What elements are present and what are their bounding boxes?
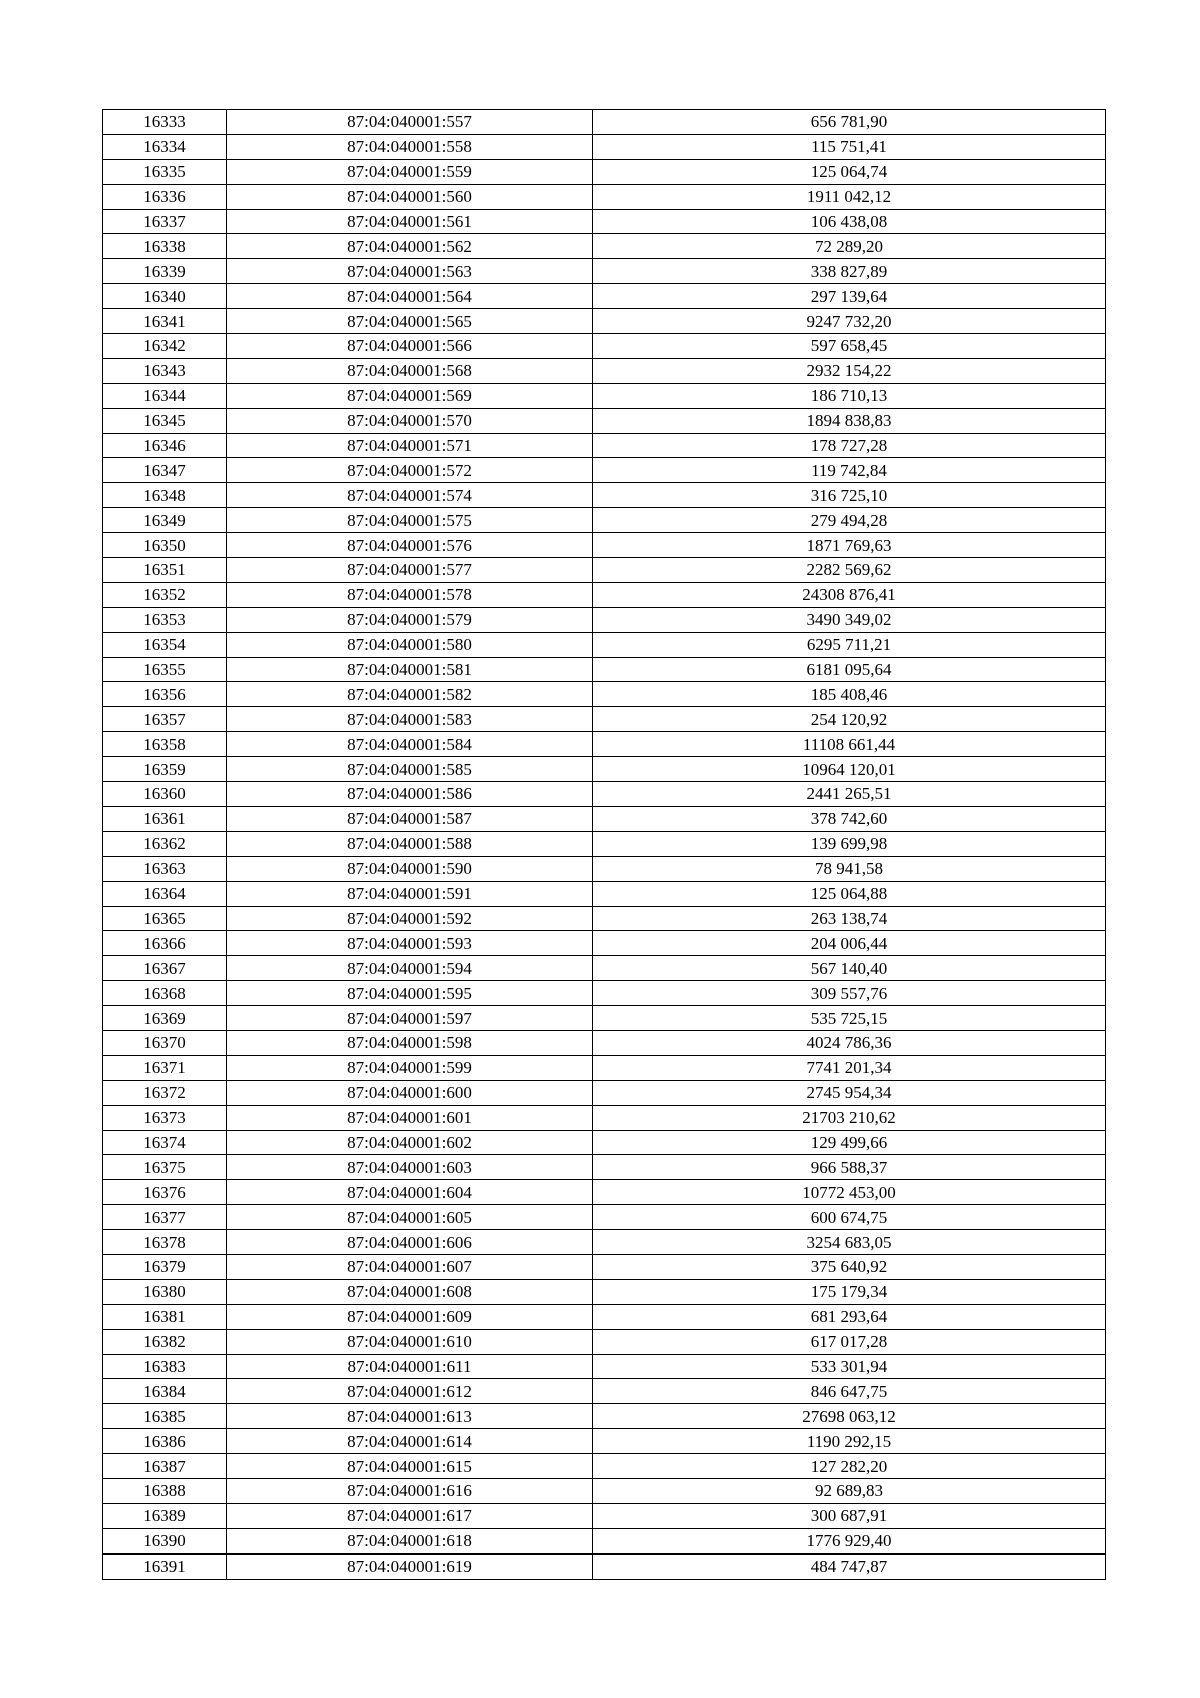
row-number-cell: 16344 [103, 383, 227, 408]
cadastral-value-cell: 1776 929,40 [593, 1528, 1106, 1553]
table-row [103, 931, 1106, 956]
table-row [103, 234, 1106, 259]
row-number-cell: 16389 [103, 1503, 227, 1528]
cadastral-number-cell: 87:04:040001:617 [227, 1503, 593, 1528]
table-row [103, 1105, 1106, 1130]
cadastral-value-cell: 254 120,92 [593, 707, 1106, 732]
cadastral-number-cell: 87:04:040001:572 [227, 458, 593, 483]
table-row [103, 831, 1106, 856]
cadastral-value-cell: 966 588,37 [593, 1155, 1106, 1180]
table-row [103, 757, 1106, 782]
cadastral-value-cell: 535 725,15 [593, 1006, 1106, 1031]
cadastral-value-cell: 1894 838,83 [593, 408, 1106, 433]
cadastral-value-cell: 279 494,28 [593, 508, 1106, 533]
cadastral-value-cell: 1911 042,12 [593, 184, 1106, 209]
cadastral-number-cell: 87:04:040001:598 [227, 1030, 593, 1055]
cadastral-value-cell: 125 064,74 [593, 159, 1106, 184]
row-number-cell: 16376 [103, 1180, 227, 1205]
cadastral-value-cell: 263 138,74 [593, 906, 1106, 931]
cadastral-number-cell: 87:04:040001:578 [227, 582, 593, 607]
table-row [103, 682, 1106, 707]
cadastral-value-cell: 178 727,28 [593, 433, 1106, 458]
table-row [103, 657, 1106, 682]
cadastral-number-cell: 87:04:040001:564 [227, 284, 593, 309]
cadastral-value-cell: 597 658,45 [593, 334, 1106, 359]
cadastral-number-cell: 87:04:040001:581 [227, 657, 593, 682]
cadastral-value-cell: 92 689,83 [593, 1478, 1106, 1503]
table-row [103, 1006, 1106, 1031]
table-row [103, 1354, 1106, 1379]
row-number-cell: 16361 [103, 806, 227, 831]
row-number-cell: 16352 [103, 582, 227, 607]
cadastral-number-cell: 87:04:040001:561 [227, 209, 593, 234]
row-number-cell: 16340 [103, 284, 227, 309]
cadastral-number-cell: 87:04:040001:577 [227, 558, 593, 583]
row-number-cell: 16366 [103, 931, 227, 956]
cadastral-number-cell: 87:04:040001:563 [227, 259, 593, 284]
row-number-cell: 16348 [103, 483, 227, 508]
table-body [103, 110, 1106, 1580]
row-number-cell: 16341 [103, 309, 227, 334]
cadastral-number-cell: 87:04:040001:586 [227, 782, 593, 807]
table-row [103, 358, 1106, 383]
table-row [103, 956, 1106, 981]
cadastral-value-cell: 10964 120,01 [593, 757, 1106, 782]
row-number-cell: 16347 [103, 458, 227, 483]
table-row [103, 1429, 1106, 1454]
row-number-cell: 16388 [103, 1478, 227, 1503]
cadastral-number-cell: 87:04:040001:612 [227, 1379, 593, 1404]
cadastral-value-cell: 11108 661,44 [593, 732, 1106, 757]
table-row [103, 856, 1106, 881]
cadastral-number-cell: 87:04:040001:593 [227, 931, 593, 956]
cadastral-value-cell: 600 674,75 [593, 1205, 1106, 1230]
row-number-cell: 16354 [103, 632, 227, 657]
row-number-cell: 16391 [103, 1554, 227, 1579]
row-number-cell: 16337 [103, 209, 227, 234]
cadastral-number-cell: 87:04:040001:611 [227, 1354, 593, 1379]
row-number-cell: 16339 [103, 259, 227, 284]
table-row [103, 334, 1106, 359]
cadastral-value-cell: 10772 453,00 [593, 1180, 1106, 1205]
table-row [103, 1528, 1106, 1553]
table-row [103, 782, 1106, 807]
row-number-cell: 16381 [103, 1304, 227, 1329]
cadastral-number-cell: 87:04:040001:559 [227, 159, 593, 184]
table-row [103, 707, 1106, 732]
cadastral-value-cell: 127 282,20 [593, 1454, 1106, 1479]
cadastral-number-cell: 87:04:040001:580 [227, 632, 593, 657]
row-number-cell: 16351 [103, 558, 227, 583]
cadastral-number-cell: 87:04:040001:613 [227, 1404, 593, 1429]
cadastral-number-cell: 87:04:040001:616 [227, 1478, 593, 1503]
cadastral-number-cell: 87:04:040001:570 [227, 408, 593, 433]
row-number-cell: 16355 [103, 657, 227, 682]
cadastral-value-cell: 375 640,92 [593, 1254, 1106, 1279]
row-number-cell: 16345 [103, 408, 227, 433]
row-number-cell: 16358 [103, 732, 227, 757]
cadastral-value-cell: 204 006,44 [593, 931, 1106, 956]
cadastral-value-cell: 175 179,34 [593, 1279, 1106, 1304]
row-number-cell: 16383 [103, 1354, 227, 1379]
row-number-cell: 16386 [103, 1429, 227, 1454]
row-number-cell: 16356 [103, 682, 227, 707]
cadastral-value-cell: 115 751,41 [593, 134, 1106, 159]
table-row [103, 1379, 1106, 1404]
row-number-cell: 16372 [103, 1080, 227, 1105]
table-row [103, 508, 1106, 533]
row-number-cell: 16336 [103, 184, 227, 209]
cadastral-number-cell: 87:04:040001:562 [227, 234, 593, 259]
row-number-cell: 16343 [103, 358, 227, 383]
cadastral-value-cell: 9247 732,20 [593, 309, 1106, 334]
table-row [103, 732, 1106, 757]
cadastral-number-cell: 87:04:040001:591 [227, 881, 593, 906]
cadastral-value-cell: 7741 201,34 [593, 1055, 1106, 1080]
row-number-cell: 16362 [103, 831, 227, 856]
cadastral-number-cell: 87:04:040001:576 [227, 533, 593, 558]
cadastral-value-cell: 1190 292,15 [593, 1429, 1106, 1454]
table-row [103, 1554, 1106, 1579]
cadastral-number-cell: 87:04:040001:557 [227, 110, 593, 135]
cadastral-number-cell: 87:04:040001:595 [227, 981, 593, 1006]
row-number-cell: 16385 [103, 1404, 227, 1429]
row-number-cell: 16333 [103, 110, 227, 135]
cadastral-number-cell: 87:04:040001:560 [227, 184, 593, 209]
row-number-cell: 16373 [103, 1105, 227, 1130]
row-number-cell: 16367 [103, 956, 227, 981]
row-number-cell: 16378 [103, 1230, 227, 1255]
cadastral-value-cell: 4024 786,36 [593, 1030, 1106, 1055]
row-number-cell: 16353 [103, 607, 227, 632]
row-number-cell: 16379 [103, 1254, 227, 1279]
table-row [103, 433, 1106, 458]
cadastral-value-cell: 185 408,46 [593, 682, 1106, 707]
cadastral-number-cell: 87:04:040001:597 [227, 1006, 593, 1031]
cadastral-number-cell: 87:04:040001:601 [227, 1105, 593, 1130]
cadastral-number-cell: 87:04:040001:582 [227, 682, 593, 707]
cadastral-value-cell: 338 827,89 [593, 259, 1106, 284]
table-row [103, 483, 1106, 508]
cadastral-number-cell: 87:04:040001:569 [227, 383, 593, 408]
cadastral-number-cell: 87:04:040001:608 [227, 1279, 593, 1304]
table-row [103, 1130, 1106, 1155]
cadastral-value-cell: 129 499,66 [593, 1130, 1106, 1155]
cadastral-number-cell: 87:04:040001:605 [227, 1205, 593, 1230]
table-row [103, 981, 1106, 1006]
cadastral-number-cell: 87:04:040001:574 [227, 483, 593, 508]
row-number-cell: 16342 [103, 334, 227, 359]
row-number-cell: 16360 [103, 782, 227, 807]
table-row [103, 582, 1106, 607]
row-number-cell: 16374 [103, 1130, 227, 1155]
table-row [103, 806, 1106, 831]
row-number-cell: 16380 [103, 1279, 227, 1304]
row-number-cell: 16387 [103, 1454, 227, 1479]
cadastral-number-cell: 87:04:040001:587 [227, 806, 593, 831]
table-row [103, 1304, 1106, 1329]
row-number-cell: 16359 [103, 757, 227, 782]
table-row [103, 1055, 1106, 1080]
cadastral-value-cell: 567 140,40 [593, 956, 1106, 981]
cadastral-value-cell: 378 742,60 [593, 806, 1106, 831]
table-row [103, 209, 1106, 234]
cadastral-value-cell: 6295 711,21 [593, 632, 1106, 657]
table-row [103, 458, 1106, 483]
row-number-cell: 16334 [103, 134, 227, 159]
cadastral-number-cell: 87:04:040001:599 [227, 1055, 593, 1080]
table-row [103, 383, 1106, 408]
cadastral-number-cell: 87:04:040001:568 [227, 358, 593, 383]
cadastral-value-table [102, 109, 1106, 1580]
cadastral-value-cell: 6181 095,64 [593, 657, 1106, 682]
table-row [103, 159, 1106, 184]
cadastral-number-cell: 87:04:040001:594 [227, 956, 593, 981]
row-number-cell: 16368 [103, 981, 227, 1006]
cadastral-value-cell: 21703 210,62 [593, 1105, 1106, 1130]
row-number-cell: 16384 [103, 1379, 227, 1404]
cadastral-value-cell: 2441 265,51 [593, 782, 1106, 807]
cadastral-value-cell: 186 710,13 [593, 383, 1106, 408]
table-row [103, 184, 1106, 209]
cadastral-number-cell: 87:04:040001:614 [227, 1429, 593, 1454]
cadastral-value-cell: 484 747,87 [593, 1554, 1106, 1579]
table-row [103, 632, 1106, 657]
row-number-cell: 16363 [103, 856, 227, 881]
cadastral-number-cell: 87:04:040001:610 [227, 1329, 593, 1354]
table-row [103, 1254, 1106, 1279]
table-row [103, 881, 1106, 906]
cadastral-value-cell: 72 289,20 [593, 234, 1106, 259]
row-number-cell: 16390 [103, 1528, 227, 1553]
cadastral-number-cell: 87:04:040001:618 [227, 1528, 593, 1553]
table-row [103, 1329, 1106, 1354]
cadastral-number-cell: 87:04:040001:615 [227, 1454, 593, 1479]
row-number-cell: 16338 [103, 234, 227, 259]
cadastral-number-cell: 87:04:040001:604 [227, 1180, 593, 1205]
row-number-cell: 16346 [103, 433, 227, 458]
row-number-cell: 16350 [103, 533, 227, 558]
table-row [103, 408, 1106, 433]
row-number-cell: 16335 [103, 159, 227, 184]
row-number-cell: 16370 [103, 1030, 227, 1055]
table-row [103, 558, 1106, 583]
cadastral-value-cell: 681 293,64 [593, 1304, 1106, 1329]
table-row [103, 1180, 1106, 1205]
cadastral-value-cell: 297 139,64 [593, 284, 1106, 309]
table-row [103, 1454, 1106, 1479]
row-number-cell: 16349 [103, 508, 227, 533]
row-number-cell: 16375 [103, 1155, 227, 1180]
row-number-cell: 16365 [103, 906, 227, 931]
row-number-cell: 16382 [103, 1329, 227, 1354]
cadastral-number-cell: 87:04:040001:571 [227, 433, 593, 458]
cadastral-number-cell: 87:04:040001:588 [227, 831, 593, 856]
table-row [103, 1478, 1106, 1503]
cadastral-value-cell: 846 647,75 [593, 1379, 1106, 1404]
cadastral-number-cell: 87:04:040001:565 [227, 309, 593, 334]
cadastral-number-cell: 87:04:040001:566 [227, 334, 593, 359]
table-row [103, 259, 1106, 284]
cadastral-value-cell: 3490 349,02 [593, 607, 1106, 632]
table-row [103, 110, 1106, 135]
table-row [103, 134, 1106, 159]
table-row [103, 1230, 1106, 1255]
cadastral-number-cell: 87:04:040001:603 [227, 1155, 593, 1180]
cadastral-value-cell: 617 017,28 [593, 1329, 1106, 1354]
table-row [103, 1030, 1106, 1055]
table-row [103, 533, 1106, 558]
cadastral-value-cell: 2282 569,62 [593, 558, 1106, 583]
cadastral-number-cell: 87:04:040001:606 [227, 1230, 593, 1255]
cadastral-number-cell: 87:04:040001:579 [227, 607, 593, 632]
cadastral-value-cell: 300 687,91 [593, 1503, 1106, 1528]
row-number-cell: 16364 [103, 881, 227, 906]
table-row [103, 1279, 1106, 1304]
cadastral-value-cell: 533 301,94 [593, 1354, 1106, 1379]
cadastral-value-cell: 125 064,88 [593, 881, 1106, 906]
table-row [103, 284, 1106, 309]
row-number-cell: 16377 [103, 1205, 227, 1230]
table-row [103, 1503, 1106, 1528]
cadastral-value-cell: 27698 063,12 [593, 1404, 1106, 1429]
cadastral-number-cell: 87:04:040001:592 [227, 906, 593, 931]
cadastral-value-cell: 1871 769,63 [593, 533, 1106, 558]
cadastral-number-cell: 87:04:040001:602 [227, 1130, 593, 1155]
table-row [103, 906, 1106, 931]
cadastral-number-cell: 87:04:040001:583 [227, 707, 593, 732]
cadastral-value-cell: 2745 954,34 [593, 1080, 1106, 1105]
table-row [103, 1404, 1106, 1429]
table-row [103, 1205, 1106, 1230]
table-row [103, 607, 1106, 632]
cadastral-number-cell: 87:04:040001:600 [227, 1080, 593, 1105]
table-row [103, 1080, 1106, 1105]
cadastral-number-cell: 87:04:040001:558 [227, 134, 593, 159]
cadastral-value-cell: 309 557,76 [593, 981, 1106, 1006]
cadastral-value-cell: 106 438,08 [593, 209, 1106, 234]
cadastral-number-cell: 87:04:040001:584 [227, 732, 593, 757]
row-number-cell: 16369 [103, 1006, 227, 1031]
cadastral-value-cell: 316 725,10 [593, 483, 1106, 508]
cadastral-value-cell: 2932 154,22 [593, 358, 1106, 383]
cadastral-value-cell: 3254 683,05 [593, 1230, 1106, 1255]
cadastral-number-cell: 87:04:040001:607 [227, 1254, 593, 1279]
cadastral-number-cell: 87:04:040001:609 [227, 1304, 593, 1329]
cadastral-value-cell: 78 941,58 [593, 856, 1106, 881]
cadastral-value-cell: 119 742,84 [593, 458, 1106, 483]
cadastral-value-cell: 139 699,98 [593, 831, 1106, 856]
cadastral-value-cell: 656 781,90 [593, 110, 1106, 135]
cadastral-number-cell: 87:04:040001:585 [227, 757, 593, 782]
row-number-cell: 16371 [103, 1055, 227, 1080]
cadastral-value-cell: 24308 876,41 [593, 582, 1106, 607]
cadastral-number-cell: 87:04:040001:590 [227, 856, 593, 881]
row-number-cell: 16357 [103, 707, 227, 732]
cadastral-number-cell: 87:04:040001:575 [227, 508, 593, 533]
cadastral-number-cell: 87:04:040001:619 [227, 1554, 593, 1579]
table-row [103, 1155, 1106, 1180]
table-row [103, 309, 1106, 334]
